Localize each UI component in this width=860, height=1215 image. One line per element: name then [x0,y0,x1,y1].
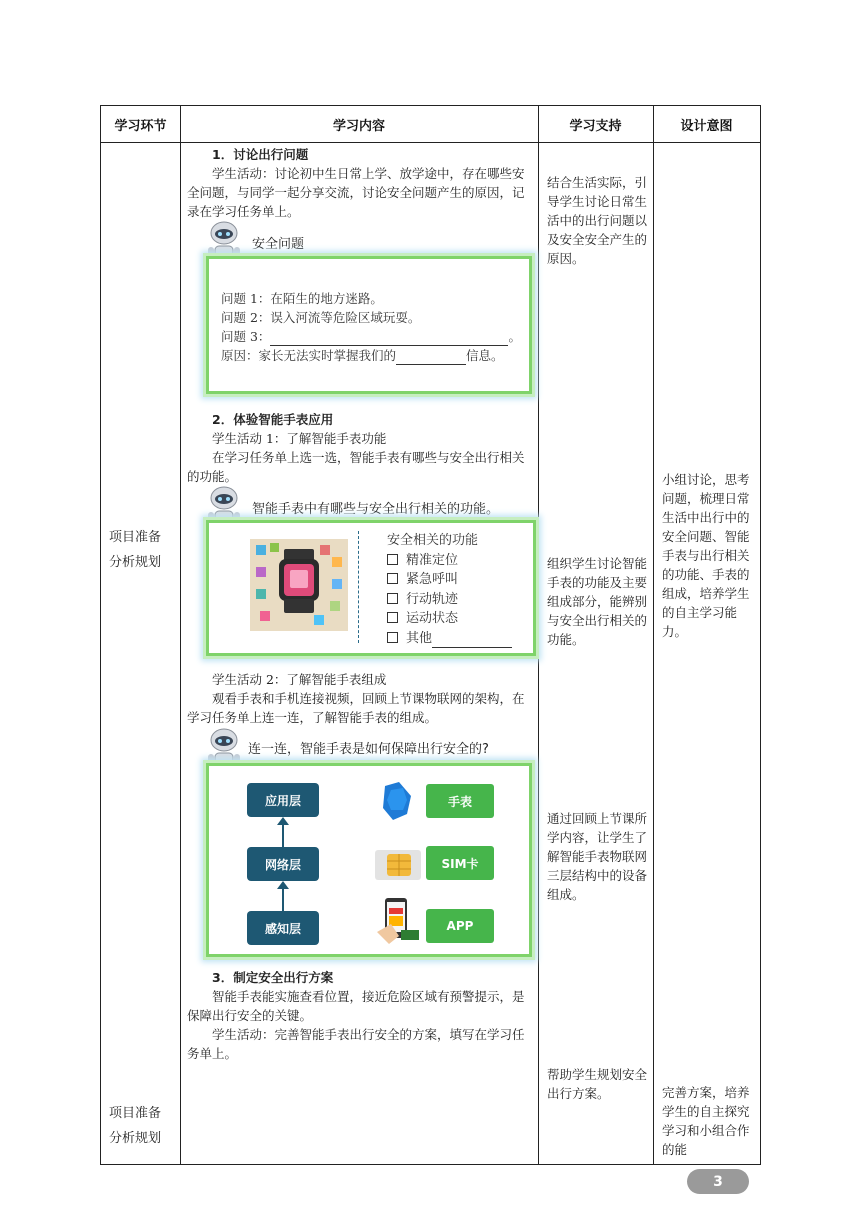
intent-2: 完善方案，培养学生的自主探究学习和小组合作的能 [662,1085,750,1157]
checkbox[interactable] [387,593,398,604]
option-label: 精准定位 [406,552,459,568]
blank-line [432,647,512,648]
function-caption: 智能手表中有哪些与安全出行相关的功能。 [252,502,500,517]
problem-2: 问题 2：误入河流等危险区域玩耍。 [221,310,421,325]
section-title: 1．讨论出行问题 [212,147,309,162]
phone-app-icon [375,896,423,946]
activity-2: 学生活动 2：了解智能手表组成 [212,672,387,687]
paragraph: 观看手表和手机连接视频，回顾上节课物联网的架构，在学习任务单上连一连，了解智能手表的组成。 [187,691,525,725]
support-1: 结合生活实际，引导学生讨论日常生活中的出行问题以及安全安全产生的原因。 [547,175,648,266]
column-divider [538,106,539,1164]
header-content: 学习内容 [332,118,385,134]
support-2: 组织学生讨论智能手表的功能及主要组成部分，能辨别与安全出行相关的功能。 [547,556,648,647]
function-option[interactable] [387,551,527,571]
header-stage: 学习环节 [114,118,167,134]
safety-caption: 安全问题 [252,237,305,252]
header-intent: 设计意图 [680,118,733,134]
part-sim: SIM卡 [426,846,494,880]
function-option[interactable] [387,629,527,649]
stage-label [109,1101,177,1151]
reason-end: 信息。 [466,348,504,363]
reason [221,346,521,365]
stage-line: 分析规划 [109,1131,162,1146]
checkbox[interactable] [387,573,398,584]
blank-line [396,364,466,365]
section-3 [187,968,532,1063]
option-label: 运动状态 [406,611,459,626]
checkbox[interactable] [387,554,398,565]
checkbox[interactable] [387,612,398,623]
option-label: 行动轨迹 [406,591,459,607]
function-box [206,520,536,656]
stage-line: 分析规划 [109,555,162,570]
stage-label [109,525,177,575]
problem-1: 问题 1：在陌生的地方迷路。 [221,291,383,306]
section-2 [187,410,532,486]
part-app: APP [426,909,494,943]
function-option[interactable] [387,570,527,590]
support-3: 通过回顾上节课所学内容，让学生了解智能手表物联网三层结构中的设备组成。 [547,811,648,902]
section-title: 2．体验智能手表应用 [212,412,334,427]
connect-caption: 连一连，智能手表是如何保障出行安全的? [248,742,489,757]
paragraph: 智能手表能实施查看位置，接近危险区域有预警提示，是保障出行安全的关键。 [187,989,525,1023]
function-option[interactable] [387,590,527,610]
paragraph: 在学习任务单上选一选，智能手表有哪些与安全出行相关的功能。 [187,450,525,484]
part-watch: 手表 [426,784,494,818]
watch-icon [377,780,417,822]
problem-3 [221,327,521,346]
section-1 [187,145,532,221]
header-divider [101,142,760,143]
problem-3-label: 问题 3： [221,329,271,344]
arrow-up-icon [275,817,291,911]
header-support: 学习支持 [569,118,622,134]
problem-3-end: 。 [508,329,521,344]
problem-list [221,289,521,365]
smartwatch-icon [250,539,348,631]
checkbox[interactable] [387,632,398,643]
option-label: 紧急呼叫 [406,572,459,587]
paragraph: 学生活动：讨论初中生日常上学、放学途中，存在哪些安全问题，与同学一起分享交流，讨论安全问题产生的原因，记录在学习任务单上。 [187,166,525,219]
architecture-box [206,763,532,957]
activity-1: 学生活动 1：了解智能手表功能 [212,431,387,446]
layer-perception: 感知层 [247,911,319,945]
section-title: 3．制定安全出行方案 [212,970,334,985]
layer-network: 网络层 [247,847,319,881]
page-number: 3 [687,1169,749,1194]
option-label: 其他 [406,630,433,646]
layer-application: 应用层 [247,783,319,817]
intent-1: 小组讨论，思考问题，梳理日常生活中出行中的安全问题、智能手表与出行相关的功能、手表的组成，培养学生的自主学习能力。 [662,472,750,639]
sim-card-icon [375,850,421,880]
support-4: 帮助学生规划安全出行方案。 [547,1067,648,1101]
function-option[interactable] [387,609,527,629]
column-divider [180,106,181,1164]
paragraph: 学生活动：完善智能手表出行安全的方案，填写在学习任务单上。 [187,1027,525,1061]
column-divider [653,106,654,1164]
function-title: 安全相关的功能 [387,533,479,548]
stage-line: 项目准备 [109,530,162,545]
safety-problem-box [206,256,532,394]
stage-line: 项目准备 [109,1106,162,1121]
section-2-part-2 [187,670,532,727]
dashed-divider [358,531,359,643]
reason-label: 原因：家长无法实时掌握我们的 [221,348,397,363]
function-list [387,531,527,648]
